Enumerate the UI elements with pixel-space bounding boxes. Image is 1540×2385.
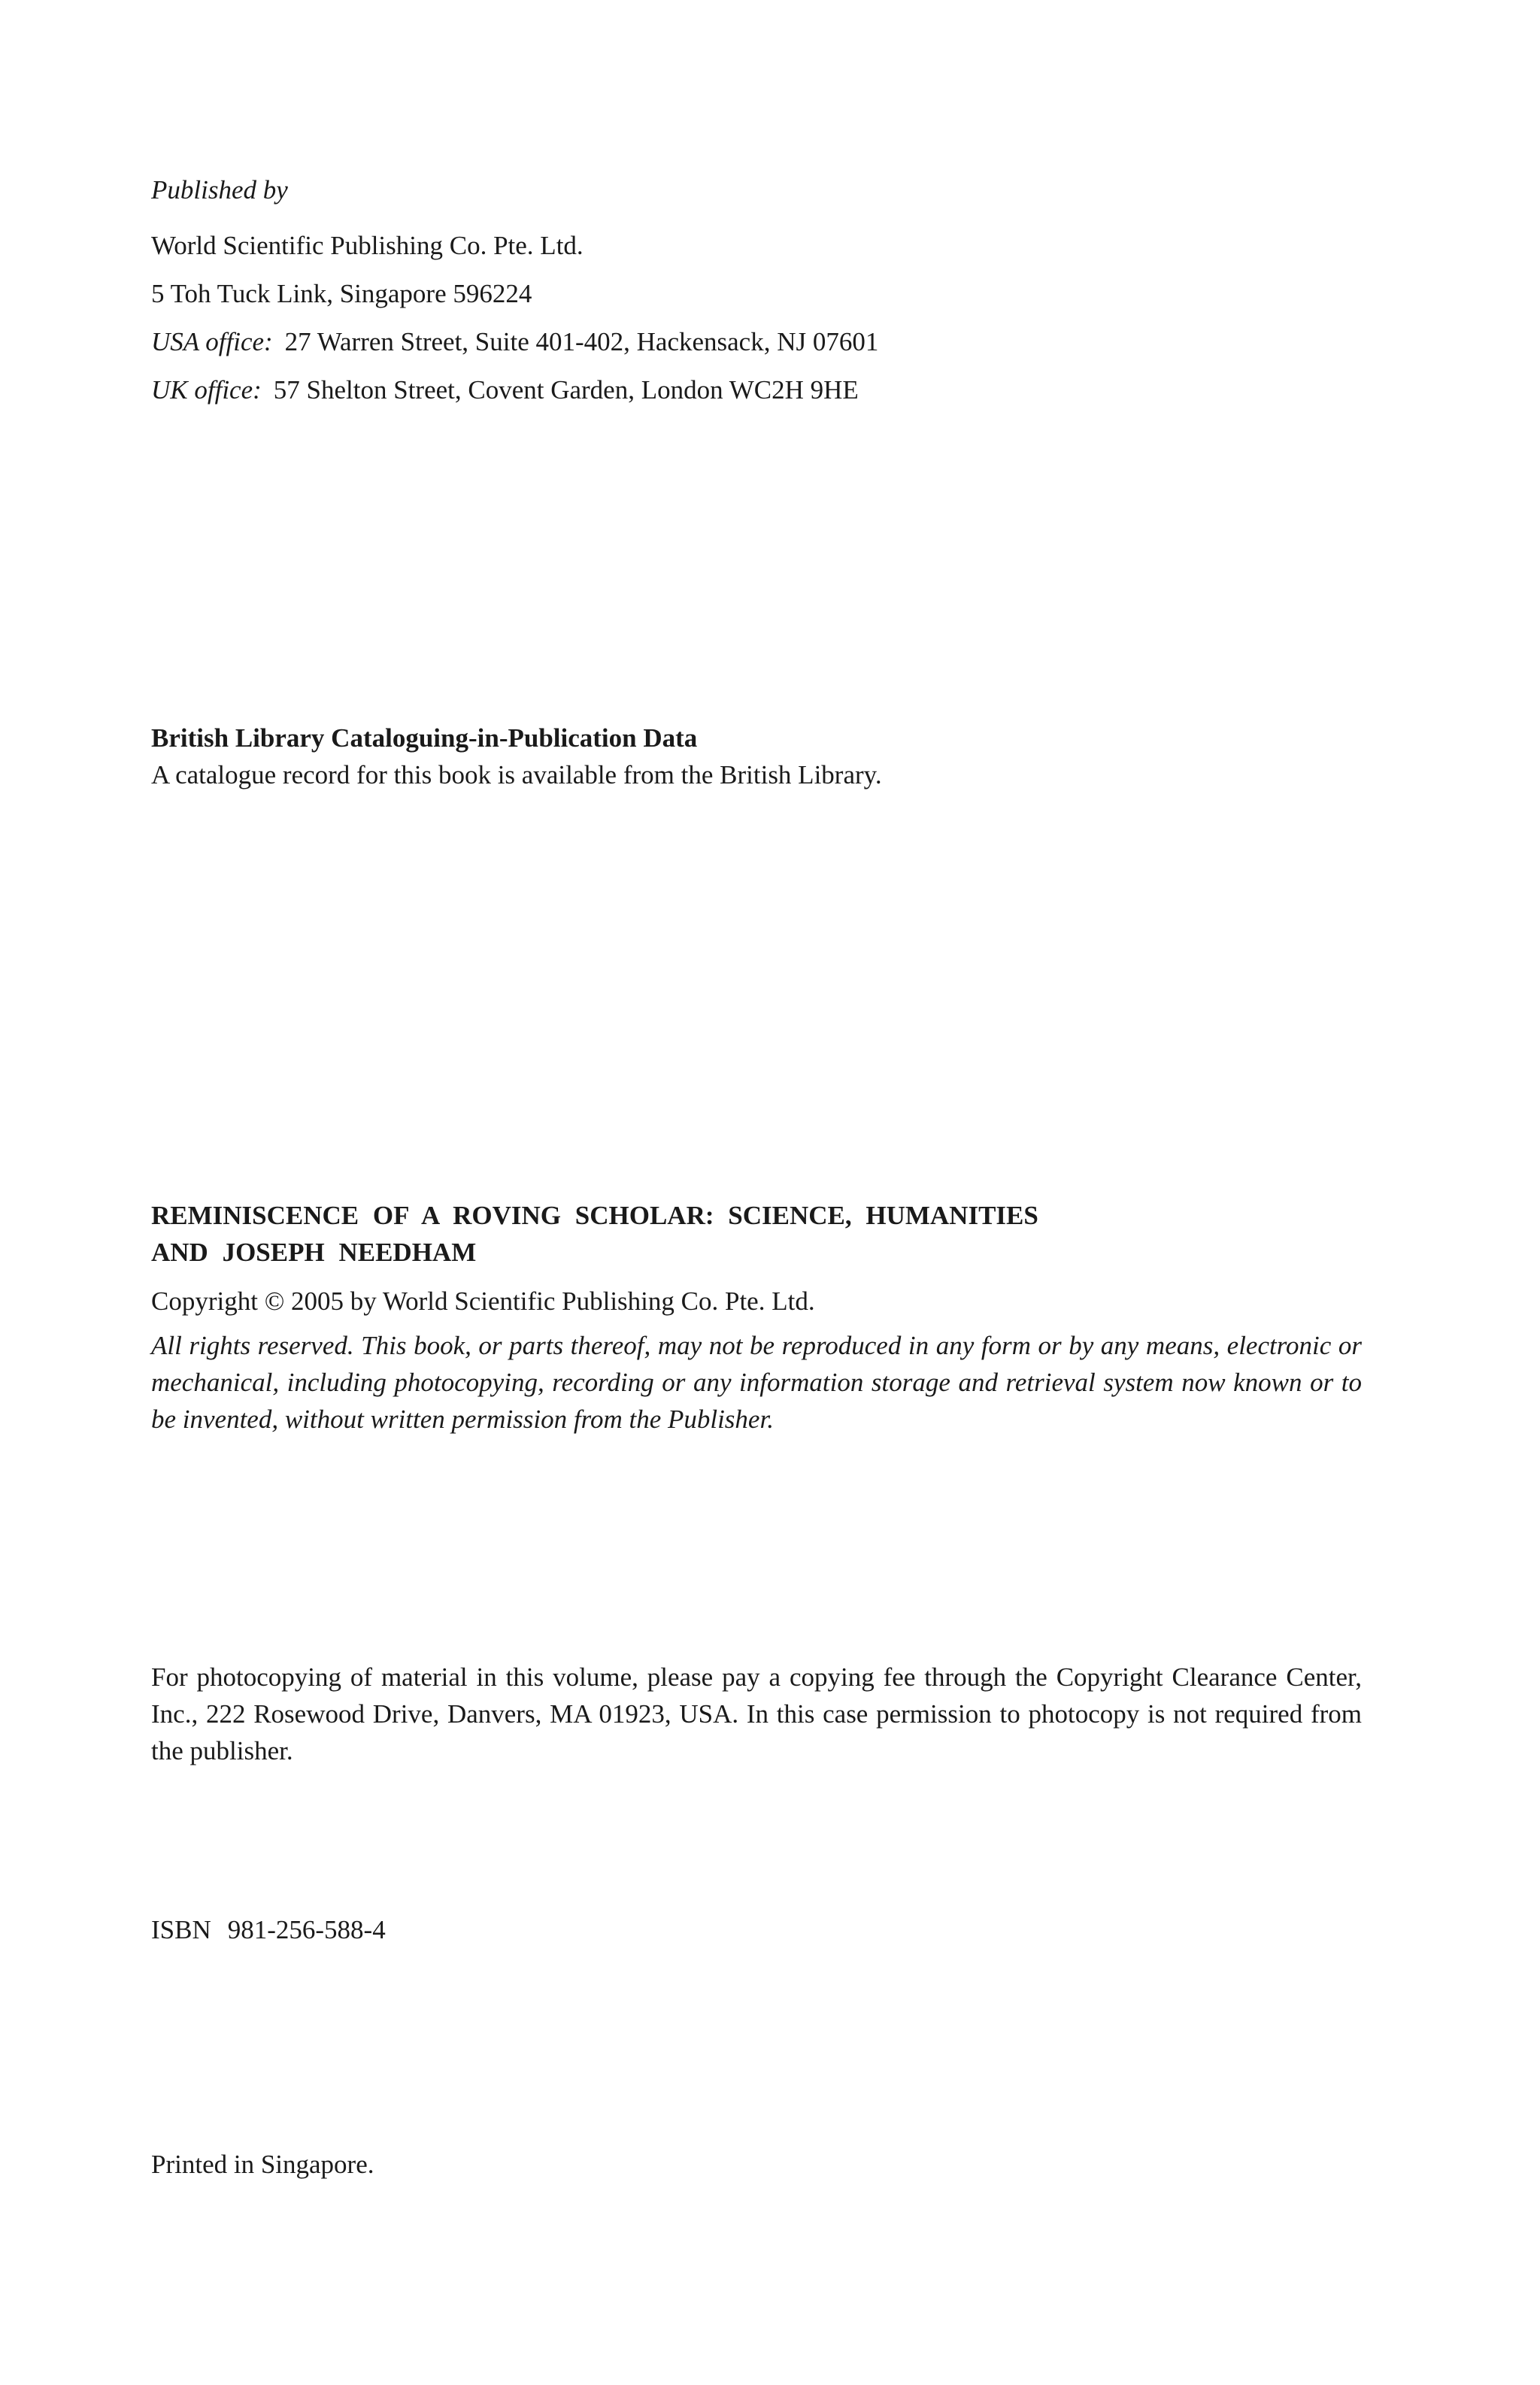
cip-heading: British Library Cataloguing-in-Publication Data bbox=[151, 723, 698, 753]
uk-office-line bbox=[151, 366, 1362, 414]
usa-office-label: USA office: bbox=[151, 327, 273, 356]
isbn-label: ISBN bbox=[151, 1915, 211, 1944]
printed-in: Printed in Singapore. bbox=[151, 2150, 374, 2179]
book-title-line-1: REMINISCENCE OF A ROVING SCHOLAR: SCIENCE, HUMANITIES bbox=[151, 1201, 1038, 1230]
rights-notice: All rights reserved. This book, or parts thereof, may not be reproduced in any form or by any means, electronic or mechanical, including photocopying, recording or any information storage and retrieval system now known or to be invented, without written permission from the Publisher. bbox=[151, 1331, 1362, 1434]
usa-office-line bbox=[151, 318, 1362, 366]
publisher-address: 5 Toh Tuck Link, Singapore 596224 bbox=[151, 279, 532, 308]
uk-office-label: UK office: bbox=[151, 375, 262, 405]
isbn-line bbox=[151, 1911, 1362, 1948]
isbn-value: 981-256-588-4 bbox=[227, 1915, 386, 1944]
book-title bbox=[151, 1197, 1159, 1271]
cip-text: A catalogue record for this book is available from the British Library. bbox=[151, 760, 882, 789]
copyright-line: Copyright © 2005 by World Scientific Publishing Co. Pte. Ltd. bbox=[151, 1286, 815, 1316]
title-block bbox=[151, 1197, 1362, 1438]
usa-office-address: 27 Warren Street, Suite 401-402, Hackensack, NJ 07601 bbox=[284, 327, 879, 356]
publisher-name: World Scientific Publishing Co. Pte. Ltd. bbox=[151, 231, 584, 260]
published-by-label: Published by bbox=[151, 175, 288, 205]
cip-block bbox=[151, 720, 1362, 793]
book-title-line-2: AND JOSEPH NEEDHAM bbox=[151, 1238, 477, 1267]
photocopy-notice: For photocopying of material in this volume, please pay a copying fee through the Copyright Clearance Center, Inc., 222 Rosewood Drive, Danvers, MA 01923, USA. In this case permission to photocopy is not required from the publisher. bbox=[151, 1662, 1362, 1765]
publisher-block bbox=[151, 171, 1362, 414]
uk-office-address: 57 Shelton Street, Covent Garden, London WC2H 9HE bbox=[273, 375, 859, 405]
